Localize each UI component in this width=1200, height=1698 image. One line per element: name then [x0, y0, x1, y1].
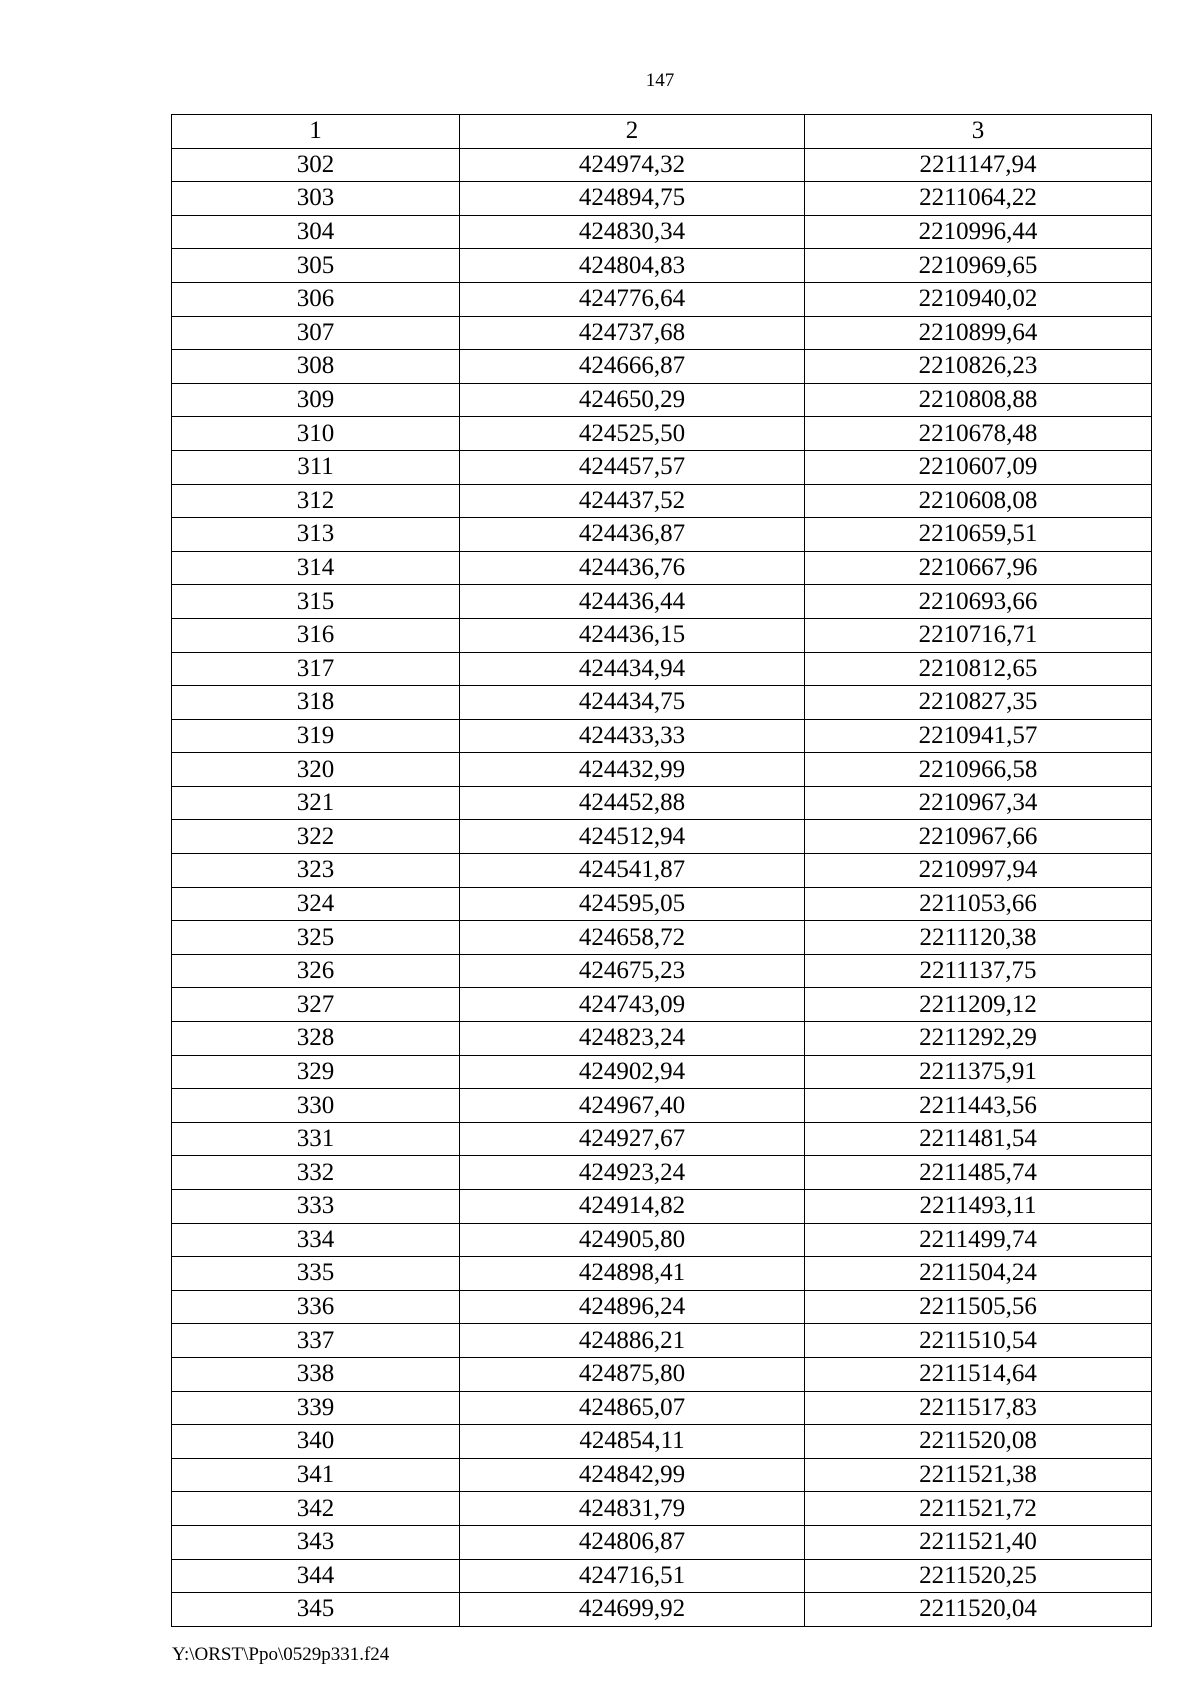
cell-x-coordinate: 424902,94: [460, 1055, 805, 1089]
footer-file-path: Y:\ORST\Ppo\0529p331.f24: [172, 1644, 390, 1665]
cell-x-coordinate: 424432,99: [460, 753, 805, 787]
cell-y-coordinate: 2210940,02: [805, 282, 1152, 316]
cell-y-coordinate: 2211521,72: [805, 1492, 1152, 1526]
table-row: [172, 249, 1152, 283]
table-row: [172, 1324, 1152, 1358]
cell-y-coordinate: 2211520,25: [805, 1559, 1152, 1593]
cell-point-number: 332: [172, 1156, 460, 1190]
cell-y-coordinate: 2211499,74: [805, 1223, 1152, 1257]
cell-x-coordinate: 424666,87: [460, 350, 805, 384]
table-row: [172, 988, 1152, 1022]
cell-y-coordinate: 2211443,56: [805, 1089, 1152, 1123]
cell-x-coordinate: 424512,94: [460, 820, 805, 854]
cell-x-coordinate: 424865,07: [460, 1391, 805, 1425]
cell-x-coordinate: 424886,21: [460, 1324, 805, 1358]
cell-point-number: 318: [172, 686, 460, 720]
table-row: [172, 1559, 1152, 1593]
cell-y-coordinate: 2211147,94: [805, 148, 1152, 182]
cell-x-coordinate: 424716,51: [460, 1559, 805, 1593]
cell-point-number: 314: [172, 551, 460, 585]
cell-x-coordinate: 424595,05: [460, 887, 805, 921]
cell-point-number: 331: [172, 1122, 460, 1156]
cell-x-coordinate: 424898,41: [460, 1257, 805, 1291]
table-row: [172, 618, 1152, 652]
table-row: [172, 1458, 1152, 1492]
cell-point-number: 304: [172, 215, 460, 249]
column-header-point-number: 1: [172, 115, 460, 149]
cell-x-coordinate: 424914,82: [460, 1190, 805, 1224]
table-row: [172, 1156, 1152, 1190]
cell-point-number: 339: [172, 1391, 460, 1425]
table-row: [172, 1357, 1152, 1391]
cell-y-coordinate: 2210826,23: [805, 350, 1152, 384]
cell-point-number: 340: [172, 1425, 460, 1459]
cell-y-coordinate: 2210659,51: [805, 518, 1152, 552]
cell-x-coordinate: 424437,52: [460, 484, 805, 518]
cell-point-number: 303: [172, 182, 460, 216]
cell-point-number: 344: [172, 1559, 460, 1593]
cell-y-coordinate: 2211521,38: [805, 1458, 1152, 1492]
cell-x-coordinate: 424854,11: [460, 1425, 805, 1459]
cell-x-coordinate: 424830,34: [460, 215, 805, 249]
table-row: [172, 1425, 1152, 1459]
table-row: [172, 484, 1152, 518]
cell-x-coordinate: 424650,29: [460, 383, 805, 417]
table-row: [172, 753, 1152, 787]
cell-point-number: 308: [172, 350, 460, 384]
table-row: [172, 182, 1152, 216]
cell-point-number: 345: [172, 1593, 460, 1627]
cell-point-number: 315: [172, 585, 460, 619]
cell-x-coordinate: 424842,99: [460, 1458, 805, 1492]
cell-point-number: 325: [172, 921, 460, 955]
table-row: [172, 820, 1152, 854]
cell-point-number: 305: [172, 249, 460, 283]
cell-point-number: 306: [172, 282, 460, 316]
table-row: [172, 1022, 1152, 1056]
cell-x-coordinate: 424434,75: [460, 686, 805, 720]
cell-point-number: 326: [172, 954, 460, 988]
cell-y-coordinate: 2210941,57: [805, 719, 1152, 753]
cell-point-number: 317: [172, 652, 460, 686]
cell-y-coordinate: 2211209,12: [805, 988, 1152, 1022]
cell-x-coordinate: 424927,67: [460, 1122, 805, 1156]
cell-x-coordinate: 424436,44: [460, 585, 805, 619]
table-row: [172, 1055, 1152, 1089]
table-row: [172, 786, 1152, 820]
cell-x-coordinate: 424541,87: [460, 854, 805, 888]
cell-y-coordinate: 2210966,58: [805, 753, 1152, 787]
coordinates-table: [171, 114, 1152, 1627]
cell-x-coordinate: 424675,23: [460, 954, 805, 988]
cell-y-coordinate: 2211493,11: [805, 1190, 1152, 1224]
cell-point-number: 319: [172, 719, 460, 753]
cell-x-coordinate: 424974,32: [460, 148, 805, 182]
cell-y-coordinate: 2211064,22: [805, 182, 1152, 216]
cell-x-coordinate: 424743,09: [460, 988, 805, 1022]
cell-point-number: 307: [172, 316, 460, 350]
cell-x-coordinate: 424436,76: [460, 551, 805, 585]
table-row: [172, 1492, 1152, 1526]
cell-point-number: 333: [172, 1190, 460, 1224]
table-body: [172, 148, 1152, 1626]
cell-y-coordinate: 2210693,66: [805, 585, 1152, 619]
cell-y-coordinate: 2211505,56: [805, 1290, 1152, 1324]
table-row: [172, 551, 1152, 585]
table-row: [172, 686, 1152, 720]
cell-y-coordinate: 2211485,74: [805, 1156, 1152, 1190]
cell-point-number: 341: [172, 1458, 460, 1492]
cell-y-coordinate: 2210969,65: [805, 249, 1152, 283]
cell-x-coordinate: 424875,80: [460, 1357, 805, 1391]
cell-x-coordinate: 424905,80: [460, 1223, 805, 1257]
cell-point-number: 310: [172, 417, 460, 451]
table-row: [172, 585, 1152, 619]
cell-x-coordinate: 424823,24: [460, 1022, 805, 1056]
table-row: [172, 316, 1152, 350]
cell-point-number: 321: [172, 786, 460, 820]
table-row: [172, 518, 1152, 552]
cell-x-coordinate: 424436,15: [460, 618, 805, 652]
cell-point-number: 335: [172, 1257, 460, 1291]
cell-y-coordinate: 2211520,04: [805, 1593, 1152, 1627]
table-row: [172, 1122, 1152, 1156]
cell-point-number: 336: [172, 1290, 460, 1324]
cell-y-coordinate: 2211517,83: [805, 1391, 1152, 1425]
cell-y-coordinate: 2211481,54: [805, 1122, 1152, 1156]
cell-y-coordinate: 2211120,38: [805, 921, 1152, 955]
table-row: [172, 1190, 1152, 1224]
cell-x-coordinate: 424436,87: [460, 518, 805, 552]
cell-x-coordinate: 424737,68: [460, 316, 805, 350]
cell-y-coordinate: 2210899,64: [805, 316, 1152, 350]
table-row: [172, 921, 1152, 955]
cell-point-number: 329: [172, 1055, 460, 1089]
cell-point-number: 330: [172, 1089, 460, 1123]
cell-x-coordinate: 424806,87: [460, 1525, 805, 1559]
cell-point-number: 327: [172, 988, 460, 1022]
cell-y-coordinate: 2210812,65: [805, 652, 1152, 686]
cell-y-coordinate: 2210808,88: [805, 383, 1152, 417]
cell-y-coordinate: 2211375,91: [805, 1055, 1152, 1089]
column-header-x-coordinate: 2: [460, 115, 805, 149]
table-row: [172, 282, 1152, 316]
cell-point-number: 323: [172, 854, 460, 888]
cell-x-coordinate: 424699,92: [460, 1593, 805, 1627]
cell-x-coordinate: 424804,83: [460, 249, 805, 283]
cell-x-coordinate: 424452,88: [460, 786, 805, 820]
table-row: [172, 1391, 1152, 1425]
header-row: [172, 115, 1152, 149]
cell-point-number: 337: [172, 1324, 460, 1358]
cell-y-coordinate: 2210678,48: [805, 417, 1152, 451]
cell-x-coordinate: 424434,94: [460, 652, 805, 686]
cell-y-coordinate: 2211514,64: [805, 1357, 1152, 1391]
cell-y-coordinate: 2211520,08: [805, 1425, 1152, 1459]
cell-y-coordinate: 2210996,44: [805, 215, 1152, 249]
table-row: [172, 417, 1152, 451]
cell-point-number: 309: [172, 383, 460, 417]
cell-point-number: 328: [172, 1022, 460, 1056]
table-row: [172, 450, 1152, 484]
table-row: [172, 215, 1152, 249]
cell-x-coordinate: 424776,64: [460, 282, 805, 316]
cell-y-coordinate: 2210667,96: [805, 551, 1152, 585]
cell-point-number: 320: [172, 753, 460, 787]
cell-point-number: 334: [172, 1223, 460, 1257]
cell-x-coordinate: 424923,24: [460, 1156, 805, 1190]
cell-point-number: 322: [172, 820, 460, 854]
cell-x-coordinate: 424896,24: [460, 1290, 805, 1324]
table-row: [172, 854, 1152, 888]
cell-x-coordinate: 424831,79: [460, 1492, 805, 1526]
cell-y-coordinate: 2211510,54: [805, 1324, 1152, 1358]
cell-x-coordinate: 424457,57: [460, 450, 805, 484]
cell-y-coordinate: 2211137,75: [805, 954, 1152, 988]
cell-y-coordinate: 2211504,24: [805, 1257, 1152, 1291]
table-row: [172, 383, 1152, 417]
cell-point-number: 313: [172, 518, 460, 552]
table-row: [172, 1089, 1152, 1123]
table-row: [172, 887, 1152, 921]
cell-y-coordinate: 2210827,35: [805, 686, 1152, 720]
cell-point-number: 311: [172, 450, 460, 484]
cell-y-coordinate: 2210967,66: [805, 820, 1152, 854]
table-row: [172, 350, 1152, 384]
cell-y-coordinate: 2210608,08: [805, 484, 1152, 518]
table-row: [172, 652, 1152, 686]
cell-point-number: 316: [172, 618, 460, 652]
cell-y-coordinate: 2210997,94: [805, 854, 1152, 888]
cell-y-coordinate: 2210967,34: [805, 786, 1152, 820]
column-header-y-coordinate: 3: [805, 115, 1152, 149]
cell-x-coordinate: 424433,33: [460, 719, 805, 753]
cell-point-number: 312: [172, 484, 460, 518]
table-row: [172, 1223, 1152, 1257]
table-row: [172, 148, 1152, 182]
cell-y-coordinate: 2211521,40: [805, 1525, 1152, 1559]
cell-x-coordinate: 424894,75: [460, 182, 805, 216]
cell-point-number: 338: [172, 1357, 460, 1391]
table-row: [172, 1525, 1152, 1559]
cell-point-number: 342: [172, 1492, 460, 1526]
cell-point-number: 302: [172, 148, 460, 182]
table-header: [172, 115, 1152, 149]
table-row: [172, 1257, 1152, 1291]
table-row: [172, 1290, 1152, 1324]
table-row: [172, 1593, 1152, 1627]
cell-y-coordinate: 2211292,29: [805, 1022, 1152, 1056]
table-row: [172, 719, 1152, 753]
cell-y-coordinate: 2210607,09: [805, 450, 1152, 484]
page-number: 147: [645, 70, 675, 91]
cell-y-coordinate: 2210716,71: [805, 618, 1152, 652]
table-row: [172, 954, 1152, 988]
cell-x-coordinate: 424658,72: [460, 921, 805, 955]
cell-y-coordinate: 2211053,66: [805, 887, 1152, 921]
cell-x-coordinate: 424967,40: [460, 1089, 805, 1123]
cell-point-number: 343: [172, 1525, 460, 1559]
cell-x-coordinate: 424525,50: [460, 417, 805, 451]
cell-point-number: 324: [172, 887, 460, 921]
